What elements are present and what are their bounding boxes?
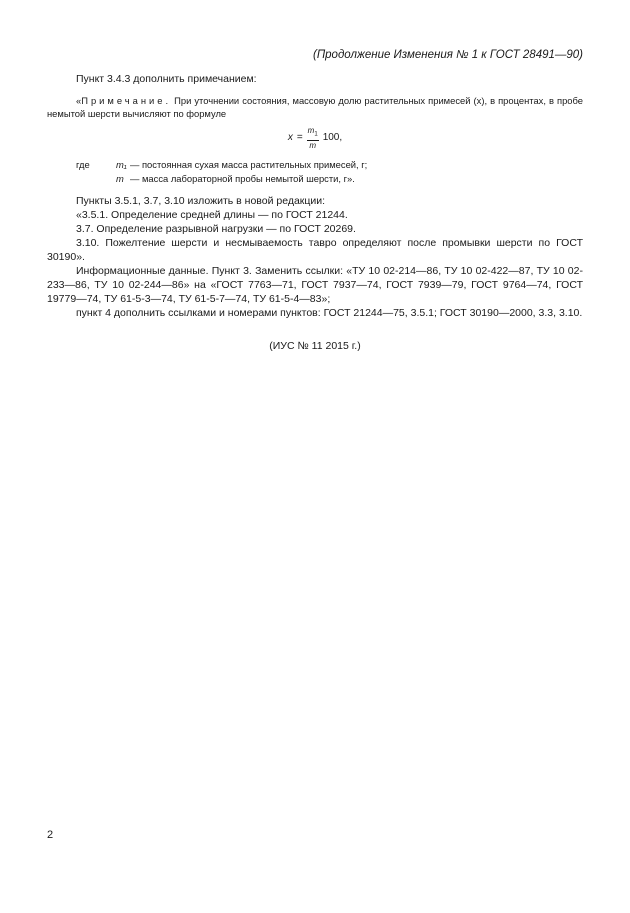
where-symbol: m₁ (116, 159, 127, 170)
page-number: 2 (47, 829, 54, 841)
paragraph: Информационные данные. Пункт 3. Заменить ссылки: «ТУ 10 02-214—86, ТУ 10 02-422—87, ТУ 10 02-233—86, ТУ 10 02-244—86» на «ГОСТ 7763—71, ГОСТ 7937—74, ГОСТ 7939—79, ГОСТ 9764—74, ГОСТ 19779—74, ТУ 61-5-3—74, ТУ 61-5-7—74, ТУ 61-5-4—83»; (47, 265, 583, 305)
paragraph: 3.7. Определение разрывной нагрузки — по ГОСТ 20269. (76, 223, 356, 235)
where-list (47, 158, 583, 186)
formula-fraction (307, 126, 319, 150)
where-definition: — постоянная сухая масса растительных примесей, г; (130, 159, 368, 170)
document-body (47, 72, 583, 353)
note-open-quote: « (76, 95, 82, 106)
formula-tail: 100, (322, 132, 343, 144)
paragraph: пункт 4 дополнить ссылками и номерами пунктов: ГОСТ 21244—75, 3.5.1; ГОСТ 30190—2000, 3.3, 3.10. (76, 307, 583, 319)
where-item (47, 158, 583, 172)
paragraph: 3.10. Пожелтение шерсти и несмываемость тавро определяют после промывки шерсти по ГОСТ 30190». (47, 237, 583, 263)
where-definition: — масса лабораторной пробы немытой шерсти, г». (130, 173, 355, 184)
note-block (47, 94, 583, 186)
amendment-text (47, 194, 583, 353)
ius-reference: (ИУС № 11 2015 г.) (269, 340, 361, 352)
continuation-header: (Продолжение Изменения № 1 к ГОСТ 28491—90) (313, 49, 583, 61)
formula (47, 126, 583, 148)
formula-denominator: m (309, 140, 317, 150)
note-paragraph (47, 94, 583, 120)
formula-equals: = (296, 132, 303, 144)
formula-numerator (307, 126, 319, 141)
formula-lhs: x (287, 132, 293, 144)
paragraph: Пункты 3.5.1, 3.7, 3.10 изложить в новой редакции: (76, 195, 326, 207)
section-343-intro: Пункт 3.4.3 дополнить примечанием: (76, 73, 257, 85)
numerator-sub: 1 (314, 131, 318, 138)
where-item (47, 172, 583, 186)
where-symbol: m (116, 173, 124, 184)
note-label: Примечание. (81, 95, 172, 106)
paragraph: «3.5.1. Определение средней длины — по ГОСТ 21244. (76, 209, 348, 221)
numerator-var: m (307, 126, 315, 135)
where-lead: где (76, 159, 90, 170)
note-text: При уточнении состояния, массовую долю растительных примесей (x), в процентах, в пробе немытой шерсти вычисляют по формуле (47, 95, 583, 119)
